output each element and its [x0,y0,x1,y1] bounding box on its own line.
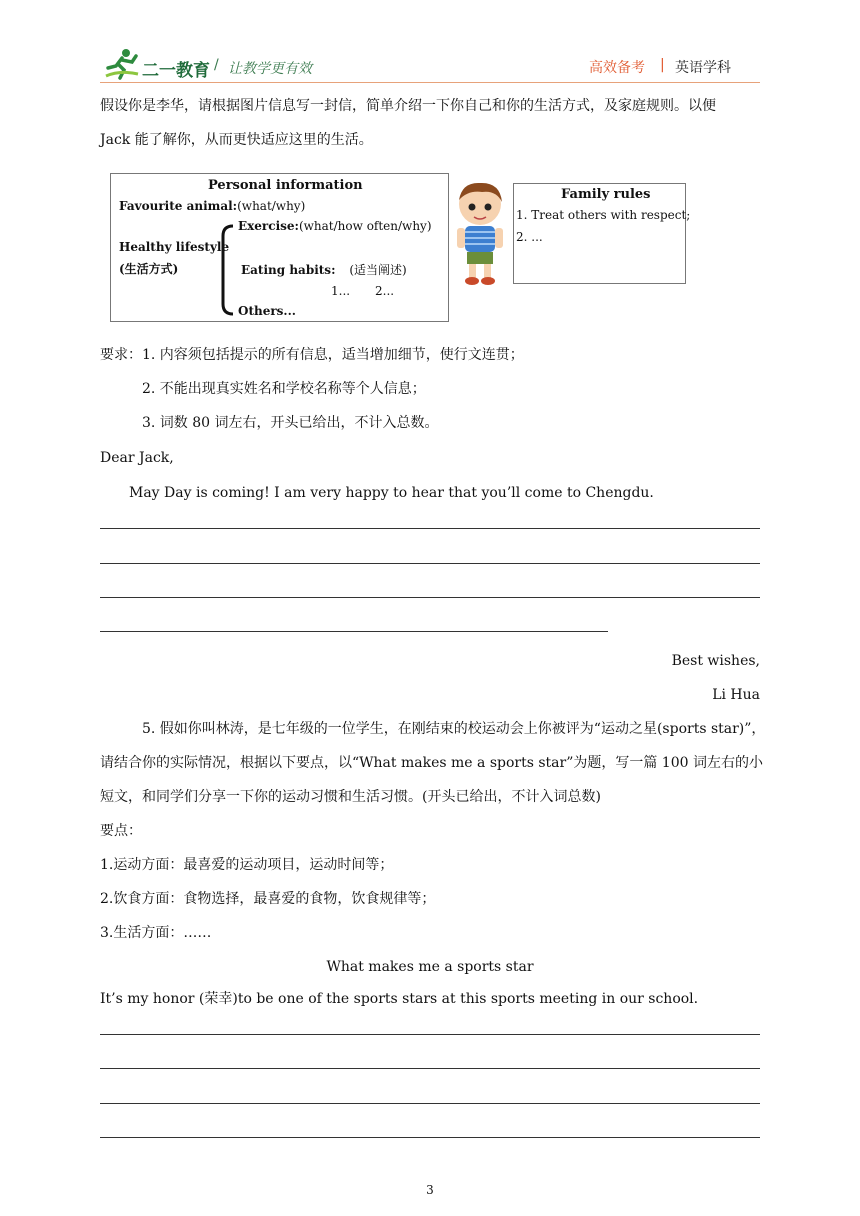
writing-line[interactable] [100,528,760,529]
eating-item-1: 1... [331,284,351,298]
task2-line2: 请结合你的实际情况，根据以下要点，以“What makes me a sports star”为题，写一篇 100 词左右的小 [100,755,763,771]
task1-intro-line1: 假设你是李华，请根据图片信息写一封信，简单介绍一下你自己和你的生活方式，及家庭规则。以便 [100,98,716,114]
exercise-hint: (what/how often/why) [298,219,432,233]
personal-info-title: Personal information [208,178,363,193]
healthy-lifestyle-label: Healthy lifestyle [119,240,230,254]
logo-text: 二一教育 [142,61,210,81]
exercise-label: Exercise: [238,219,299,233]
writing-line[interactable] [100,1034,760,1035]
task2-line3: 短文，和同学们分享一下你的运动习惯和生活习惯。(开头已给出，不计入词总数) [100,789,601,805]
writing-line[interactable] [100,1103,760,1104]
essay-opening: It’s my honor (荣幸)to be one of the sports stars at this sports meeting in our school. [100,991,699,1007]
exercise-row [238,219,432,233]
writing-line[interactable] [100,1068,760,1069]
eating-row [241,261,407,278]
eating-item-2: 2... [375,284,395,298]
task2-line1: 5. 假如你叫林涛，是七年级的一位学生，在刚结束的校运动会上你被评为“运动之星(sports star)”， [142,721,766,737]
favourite-animal-row [119,199,305,213]
letter-salutation: Dear Jack, [100,450,174,466]
eating-label: Eating habits: [241,263,336,277]
family-rule-1: 1. Treat others with respect; [516,208,691,222]
runner-logo-icon [104,48,140,80]
letter-closing: Best wishes, [671,653,760,669]
writing-line[interactable] [100,563,760,564]
family-rule-2: 2. ... [516,230,543,244]
task1-intro-line2: Jack 能了解你，从而更快适应这里的生活。 [100,132,373,148]
requirement-1: 1. 内容须包括提示的所有信息，适当增加细节，使行文连贯； [142,347,524,363]
writing-line[interactable] [100,597,760,598]
bracket-icon [219,224,235,316]
essay-title: What makes me a sports star [326,959,534,975]
family-rules-box [513,183,691,284]
logo [104,48,140,80]
page-number: 3 [426,1183,434,1197]
header-exam-label: 高效备考 [589,60,645,76]
requirement-3: 3. 词数 80 词左右，开头已给出，不计入总数。 [142,415,439,431]
header-slash: / [214,57,219,73]
points-label: 要点： [100,823,142,839]
boy-illustration-icon [452,180,508,286]
personal-info-box [110,173,449,322]
writing-line[interactable] [100,1137,760,1138]
others-label: Others... [238,304,296,318]
point-2: 2.饮食方面：食物选择，最喜爱的食物，饮食规律等； [100,891,436,907]
header-divider [100,82,760,83]
healthy-lifestyle-cn: (生活方式) [119,262,179,276]
requirement-2: 2. 不能出现真实姓名和学校名称等个人信息； [142,381,426,397]
favourite-animal-hint: (what/why) [237,199,306,213]
letter-opening: May Day is coming! I am very happy to hear that you’ll come to Chengdu. [129,485,654,501]
favourite-animal-label: Favourite animal: [119,199,238,213]
header-subject: 英语学科 [675,60,731,76]
eating-hint: (适当阐述) [349,263,407,277]
writing-line[interactable] [100,631,608,632]
family-rules-title: Family rules [561,187,651,202]
header-separator: | [660,57,665,73]
letter-signature: Li Hua [712,687,760,703]
point-3: 3.生活方面：…… [100,925,212,941]
requirements-label: 要求： [100,347,142,363]
header-slogan: 让教学更有效 [228,61,312,77]
point-1: 1.运动方面：最喜爱的运动项目，运动时间等； [100,857,394,873]
